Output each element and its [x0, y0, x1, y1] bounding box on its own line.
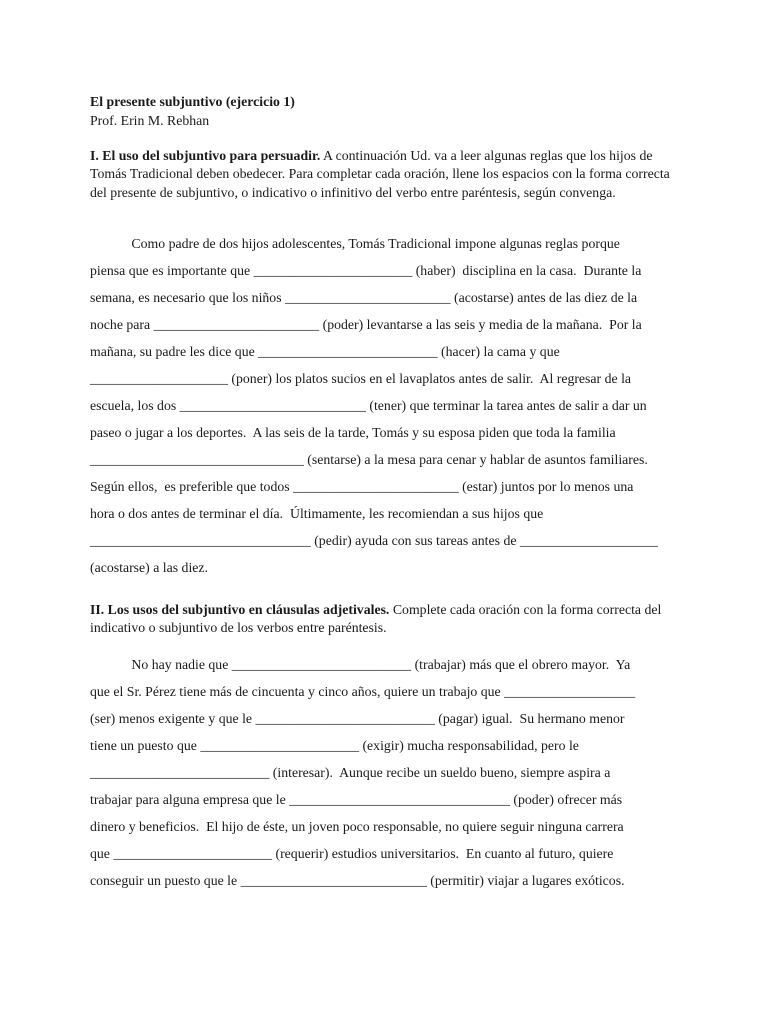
- section-1-intro: [90, 147, 690, 202]
- exercise-line: __________________________ (interesar). Aunque recibe un sueldo bueno, siempre aspira a: [90, 765, 611, 780]
- exercise-line: ____________________ (poner) los platos sucios en el lavaplatos antes de salir. Al regresar de la: [90, 371, 632, 386]
- document-title: El presente subjuntivo (ejercicio 1): [90, 94, 295, 109]
- exercise-line: hora o dos antes de terminar el día. Últimamente, les recomiendan a sus hijos que: [90, 506, 544, 521]
- exercise-line: dinero y beneficios. El hijo de éste, un joven poco responsable, no quiere seguir ninguna carrera: [90, 819, 624, 834]
- exercise-line: Como padre de dos hijos adolescentes, Tomás Tradicional impone algunas reglas porque: [90, 236, 620, 251]
- document-author: Prof. Erin M. Rebhan: [90, 113, 210, 128]
- section-1-heading: I. El uso del subjuntivo para persuadir.: [90, 148, 321, 163]
- exercise-line: No hay nadie que __________________________ (trabajar) más que el obrero mayor. Ya: [90, 657, 631, 672]
- exercise-line: paseo o jugar a los deportes. A las seis de la tarde, Tomás y su esposa piden que toda la familia: [90, 425, 616, 440]
- exercise-line: tiene un puesto que _______________________ (exigir) mucha responsabilidad, pero le: [90, 738, 579, 753]
- exercise-line: que _______________________ (requerir) estudios universitarios. En cuanto al futuro, quiere: [90, 846, 614, 861]
- exercise-line: semana, es necesario que los niños ________________________ (acostarse) antes de las diez de la: [90, 290, 638, 305]
- exercise-line: escuela, los dos ___________________________ (tener) que terminar la tarea antes de salir a dar un: [90, 398, 647, 413]
- section-2-instructions: Complete cada oración con la forma correcta del indicativo o subjuntivo de los verbos entre paréntesis.: [90, 602, 662, 636]
- exercise-line: Según ellos, es preferible que todos ________________________ (estar) juntos por lo menos una: [90, 479, 634, 494]
- section-2-intro: [90, 601, 690, 638]
- exercise-line: que el Sr. Pérez tiene más de cincuenta y cinco años, quiere un trabajo que ___________________: [90, 684, 636, 699]
- exercise-line: (acostarse) a las diez.: [90, 560, 208, 575]
- exercise-line: (ser) menos exigente y que le __________________________ (pagar) igual. Su hermano menor: [90, 711, 625, 726]
- section-2-heading: II. Los usos del subjuntivo en cláusulas adjetivales.: [90, 602, 390, 617]
- exercise-line: _______________________________ (sentarse) a la mesa para cenar y hablar de asuntos familiares.: [90, 452, 648, 467]
- section-1-instructions: A continuación Ud. va a leer algunas reglas que los hijos de Tomás Tradicional deben obedecer. Para completar cada oración, llene los espacios con la forma correcta del presente de subjuntivo, o indicativo o infinitivo del verbo entre paréntesis, según convenga.: [90, 148, 670, 200]
- exercise-line: ________________________________ (pedir) ayuda con sus tareas antes de ____________________: [90, 533, 658, 548]
- exercise-line: piensa que es importante que _______________________ (haber) disciplina en la casa. Durante la: [90, 263, 642, 278]
- exercise-line: conseguir un puesto que le ___________________________ (permitir) viajar a lugares exóticos.: [90, 873, 625, 888]
- exercise-line: trabajar para alguna empresa que le ________________________________ (poder) ofrecer más: [90, 792, 623, 807]
- document-header: [90, 92, 295, 130]
- exercise-line: mañana, su padre les dice que __________________________ (hacer) la cama y que: [90, 344, 560, 359]
- exercise-line: noche para ________________________ (poder) levantarse a las seis y media de la mañana. Por la: [90, 317, 642, 332]
